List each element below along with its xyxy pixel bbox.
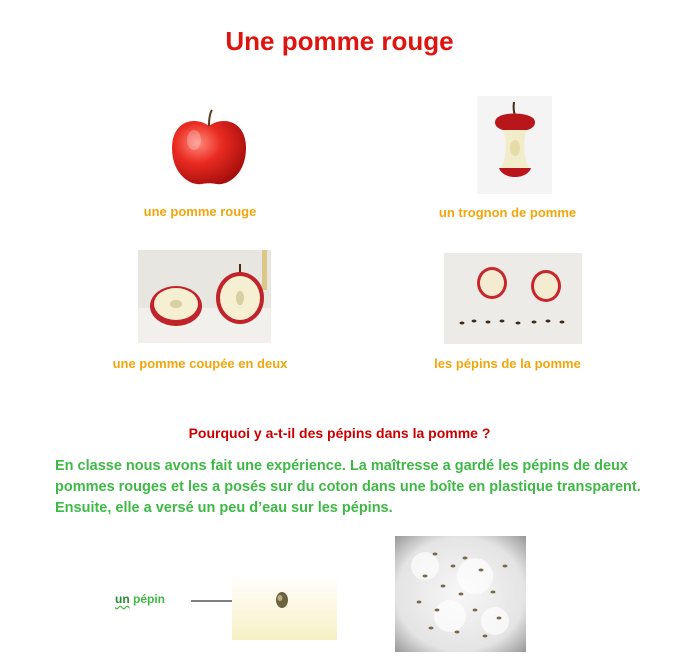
caption-red-apple: une pomme rouge [143,204,257,219]
page-title: Une pomme rouge [225,26,454,56]
single-seed-image [232,575,337,640]
caption-apple-halves: une pomme coupée en deux [112,356,288,371]
caption-apple-core: un trognon de pomme [438,205,577,220]
seeds-on-cotton-image [395,536,526,652]
apple-seeds-image [444,253,582,344]
caption-apple-seeds: les pépins de la pomme [434,356,581,371]
experiment-paragraph: En classe nous avons fait une expérience. La maîtresse a gardé les pépins de deux pommes rouges et les a posés sur du coton dans une boîte en plastique transparent. Ensuite, elle a versé un peu d’eau sur les pépins. [55,458,641,516]
apple-halves-image [138,250,271,343]
pepin-label-noun: pépin [129,592,166,606]
apple-core-image [477,96,552,194]
pepin-label-article: un [115,592,130,606]
red-apple-image [168,108,250,188]
pepin-label [115,592,165,606]
question-heading: Pourquoi y a-t-il des pépins dans la pomme ? [188,425,491,441]
